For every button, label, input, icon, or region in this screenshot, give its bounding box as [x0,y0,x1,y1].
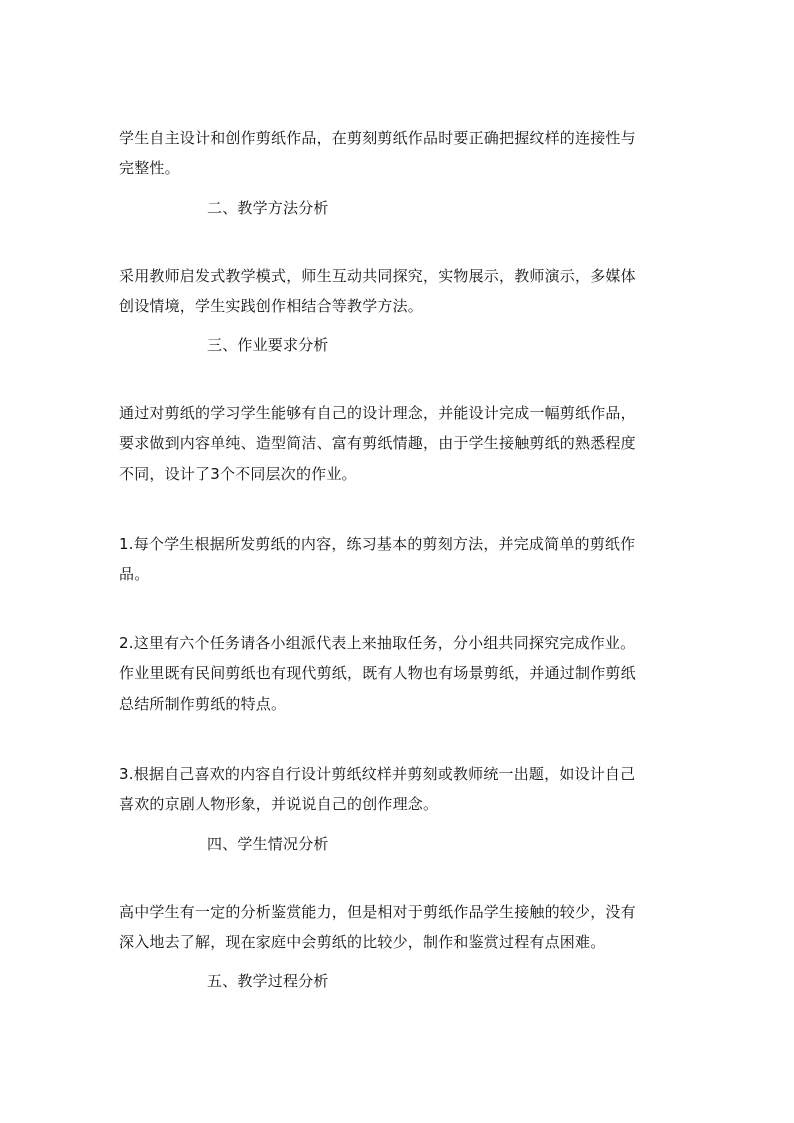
list-item-1-line-2: 品。 [119,565,150,583]
paragraph-3-line-1: 通过对剪纸的学习学生能够有自己的设计理念，并能设计完成一幅剪纸作品， [119,404,636,422]
paragraph-4-line-1: 高中学生有一定的分析鉴赏能力，但是相对于剪纸作品学生接触的较少，没有 [119,903,636,921]
paragraph-1-line-1: 学生自主设计和创作剪纸作品，在剪刻剪纸作品时要正确把握纹样的连接性与 [119,129,636,147]
paragraph-3-line-2: 要求做到内容单纯、造型简洁、富有剪纸情趣，由于学生接触剪纸的熟悉程度 [119,434,636,452]
paragraph-2-line-1: 采用教师启发式教学模式，师生互动共同探究，实物展示，教师演示，多媒体 [119,267,636,285]
paragraph-4-line-2: 深入地去了解，现在家庭中会剪纸的比较少，制作和鉴赏过程有点困难。 [119,933,606,951]
list-item-2-line-1: 2.这里有六个任务请各小组派代表上来抽取任务，分小组共同探究完成作业。 [119,634,636,652]
paragraph-1-line-2: 完整性。 [119,159,180,177]
paragraph-2-line-2: 创设情境，学生实践创作相结合等教学方法。 [119,297,424,315]
list-item-3-line-1: 3.根据自己喜欢的内容自行设计剪纸纹样并剪刻或教师统一出题，如设计自己 [119,765,636,783]
list-item-1-line-1: 1.每个学生根据所发剪纸的内容，练习基本的剪刻方法，并完成简单的剪纸作 [119,535,636,553]
section-heading-assignment-requirements: 三、作业要求分析 [207,336,329,354]
section-heading-teaching-process: 五、教学过程分析 [207,972,329,990]
section-heading-student-situation: 四、学生情况分析 [207,835,329,853]
paragraph-3-line-3: 不同，设计了3个不同层次的作业。 [119,465,357,483]
list-item-3-line-2: 喜欢的京剧人物形象，并说说自己的创作理念。 [119,795,439,813]
list-item-2-line-3: 总结所制作剪纸的特点。 [119,695,287,713]
section-heading-teaching-methods: 二、教学方法分析 [207,199,329,217]
list-item-2-line-2: 作业里既有民间剪纸也有现代剪纸，既有人物也有场景剪纸，并通过制作剪纸 [119,664,636,682]
